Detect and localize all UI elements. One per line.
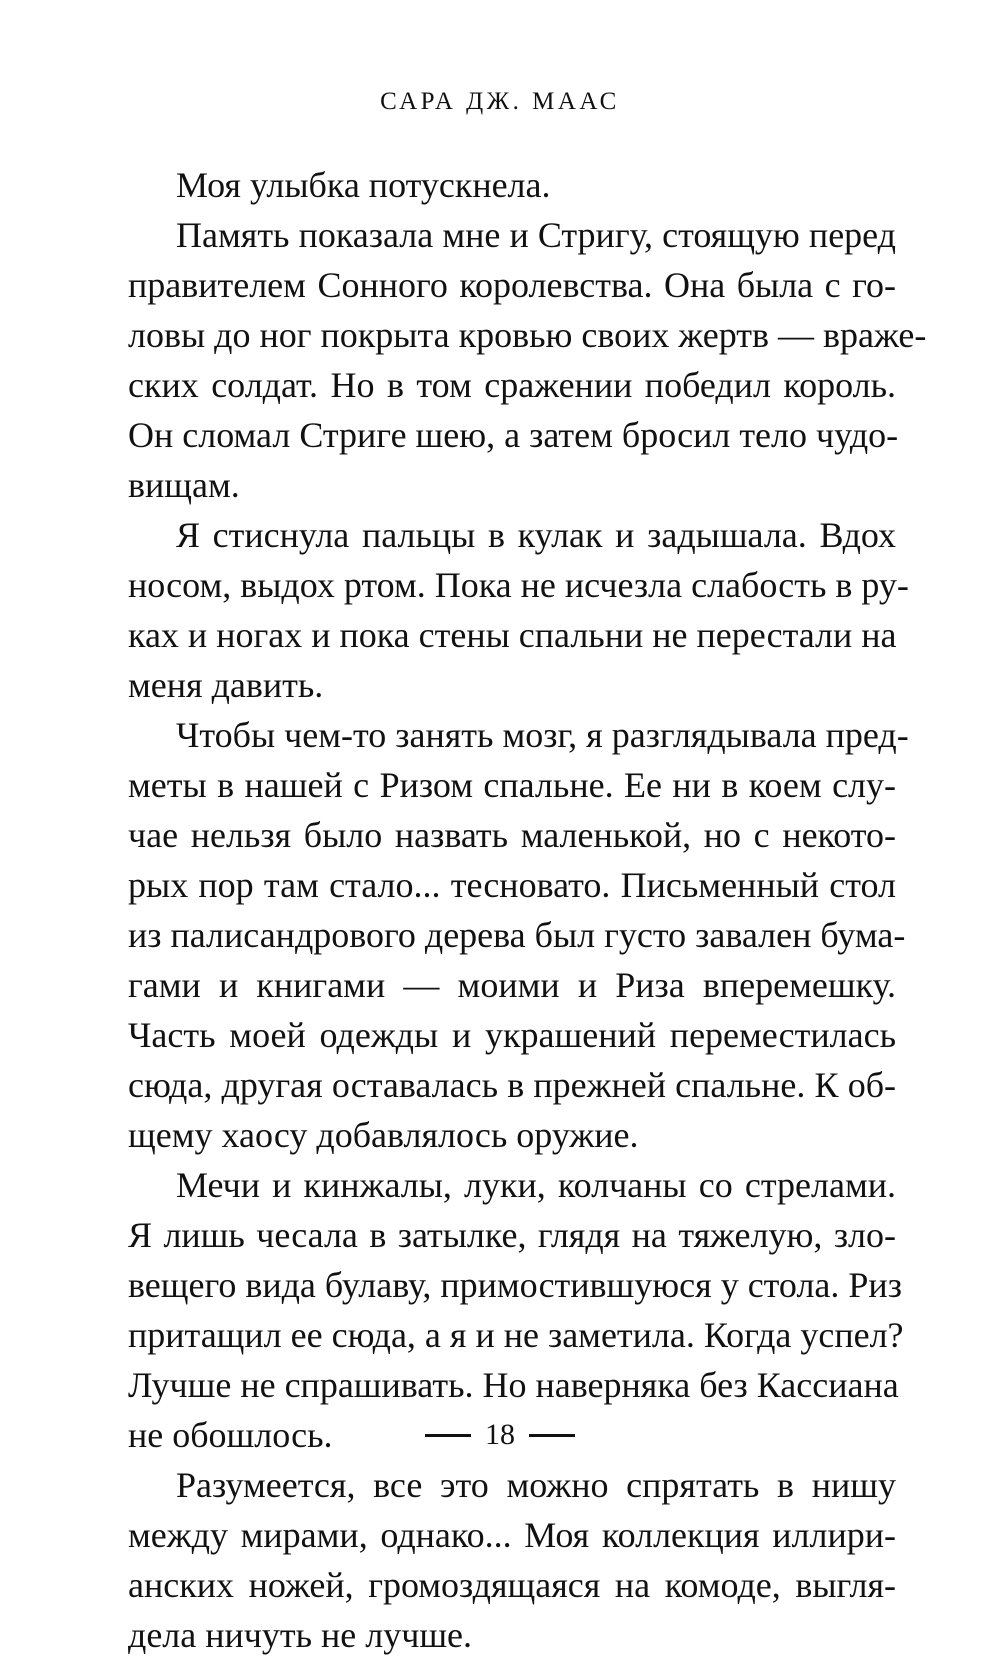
text-line: не обошлось. <box>128 1415 333 1455</box>
running-header: САРА ДЖ. МААС <box>380 88 620 115</box>
text-line: вищам. <box>128 465 240 505</box>
text-line: между мирами, однако... Моя коллекция иллири- <box>128 1515 896 1555</box>
text-line: Лучше не спрашивать. Но наверняка без Кассиана <box>128 1365 899 1405</box>
text-line: Моя улыбка потускнела. <box>176 165 551 205</box>
text-line: Я лишь чесала в затылке, глядя на тяжелую, зло- <box>128 1215 896 1255</box>
text-line: дела ничуть не лучше. <box>128 1615 473 1655</box>
text-line: ках и ногах и пока стены спальни не перестали на <box>128 615 897 655</box>
text-line: вещего вида булаву, примостившуюся у стола. Риз <box>128 1265 902 1305</box>
text-line: сюда, другая оставалась в прежней спальне. К об- <box>128 1065 896 1105</box>
text-line: ских солдат. Но в том сражении победил король. <box>128 365 896 405</box>
text-line: правителем Сонного королевства. Она была с го- <box>128 265 896 305</box>
text-line: щему хаосу добавлялось оружие. <box>128 1115 639 1155</box>
text-line: меня давить. <box>128 665 324 705</box>
text-line: Я стиснула пальцы в кулак и задышала. Вдох <box>176 515 896 555</box>
text-line: Он сломал Стриге шею, а затем бросил тело чудо- <box>128 415 899 455</box>
text-line: из палисандрового дерева был густо завален бума- <box>128 915 906 955</box>
text-line: носом, выдох ртом. Пока не исчезла слабость в ру- <box>128 565 909 605</box>
text-line: ловы до ног покрыта кровью своих жертв — враже- <box>128 315 927 355</box>
page-footer <box>0 1418 1000 1452</box>
text-line: меты в нашей с Ризом спальне. Ее ни в коем слу- <box>128 765 896 805</box>
text-line: анских ножей, громоздящаяся на комоде, выгля- <box>128 1565 896 1605</box>
text-line: рых пор там стало... тесновато. Письменный стол <box>128 865 896 905</box>
text-line: гами и книгами — моими и Риза вперемешку. <box>128 965 896 1005</box>
text-line: Чтобы чем-то занять мозг, я разглядывала пред- <box>176 715 909 755</box>
text-line: притащил ее сюда, а я и не заметила. Когда успел? <box>128 1315 904 1355</box>
text-line: Часть моей одежды и украшений переместилась <box>128 1015 896 1055</box>
folio-dash-right <box>529 1434 575 1437</box>
page-number: 18 <box>485 1418 515 1451</box>
text-line: Разумеется, все это можно спрятать в нишу <box>176 1465 896 1505</box>
text-line: Мечи и кинжалы, луки, колчаны со стрелами. <box>176 1165 896 1205</box>
folio-dash-left <box>425 1434 471 1437</box>
text-line: Память показала мне и Стригу, стоящую перед <box>176 215 896 255</box>
text-line: чае нельзя было назвать маленькой, но с некото- <box>128 815 896 855</box>
